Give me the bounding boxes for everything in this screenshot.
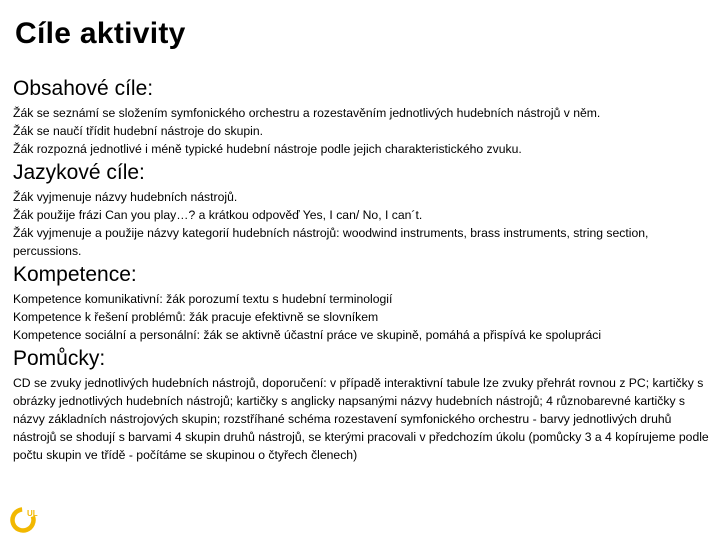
list-item: Žák použije frázi Can you play…? a krátkou odpověď Yes, I can/ No, I can´t.	[13, 208, 423, 222]
section-materials	[13, 346, 713, 464]
list-item: Žák vyjmenuje názvy hudebních nástrojů.	[13, 190, 238, 204]
list-item: Žák rozpozná jednotlivé i méně typické hudební nástroje podle jejich charakteristického zvuku.	[13, 142, 522, 156]
section-content-goals	[13, 76, 713, 158]
list-item: Žák vyjmenuje a použije názvy kategorií hudebních nástrojů: woodwind instruments, brass instruments, string section, percussions.	[13, 226, 649, 258]
institution-logo-icon	[8, 503, 40, 535]
section-heading: Jazykové cíle:	[13, 161, 145, 184]
section-heading: Pomůcky:	[13, 347, 106, 370]
slide-content	[13, 76, 713, 464]
section-competences	[13, 262, 713, 344]
section-heading: Kompetence:	[13, 263, 137, 286]
logo-text: UL	[27, 509, 38, 518]
list-item: CD se zvuky jednotlivých hudebních nástrojů, doporučení: v případě interaktivní tabule lze zvuky přehrát rovnou z PC; kartičky s obrázky jednotlivých hudebních nástrojů; kartičky s anglicky napsanými názvy hudebních nástrojů; 4 různobarevné kartičky s názvy základních nástrojových skupin; rozstříhané schéma rozestavení symfonického orchestru - barvy jednotlivých druhů nástrojů se shodují s barvami 4 skupin druhů nástrojů, se kterými pracovali v předchozím úkolu (pomůcky 3 a 4 kopírujeme podle počtu skupin ve třídě - počítáme se skupinou o čtyřech členech)	[13, 376, 709, 462]
list-item: Žák se seznámí se složením symfonického orchestru a rozestavěním jednotlivých hudebních nástrojů v něm.	[13, 106, 601, 120]
section-list	[13, 104, 713, 158]
list-item: Kompetence komunikativní: žák porozumí textu s hudební terminologií	[13, 292, 393, 306]
page-title: Cíle aktivity	[15, 17, 186, 50]
section-list	[13, 290, 713, 344]
section-list	[13, 188, 713, 260]
list-item: Kompetence sociální a personální: žák se aktivně účastní práce ve skupině, pomáhá a přispívá ke spolupráci	[13, 328, 602, 342]
list-item: Žák se naučí třídit hudební nástroje do skupin.	[13, 124, 263, 138]
section-list	[13, 374, 713, 464]
list-item: Kompetence k řešení problémů: žák pracuje efektivně se slovníkem	[13, 310, 379, 324]
section-heading: Obsahové cíle:	[13, 77, 154, 100]
section-language-goals	[13, 160, 713, 260]
